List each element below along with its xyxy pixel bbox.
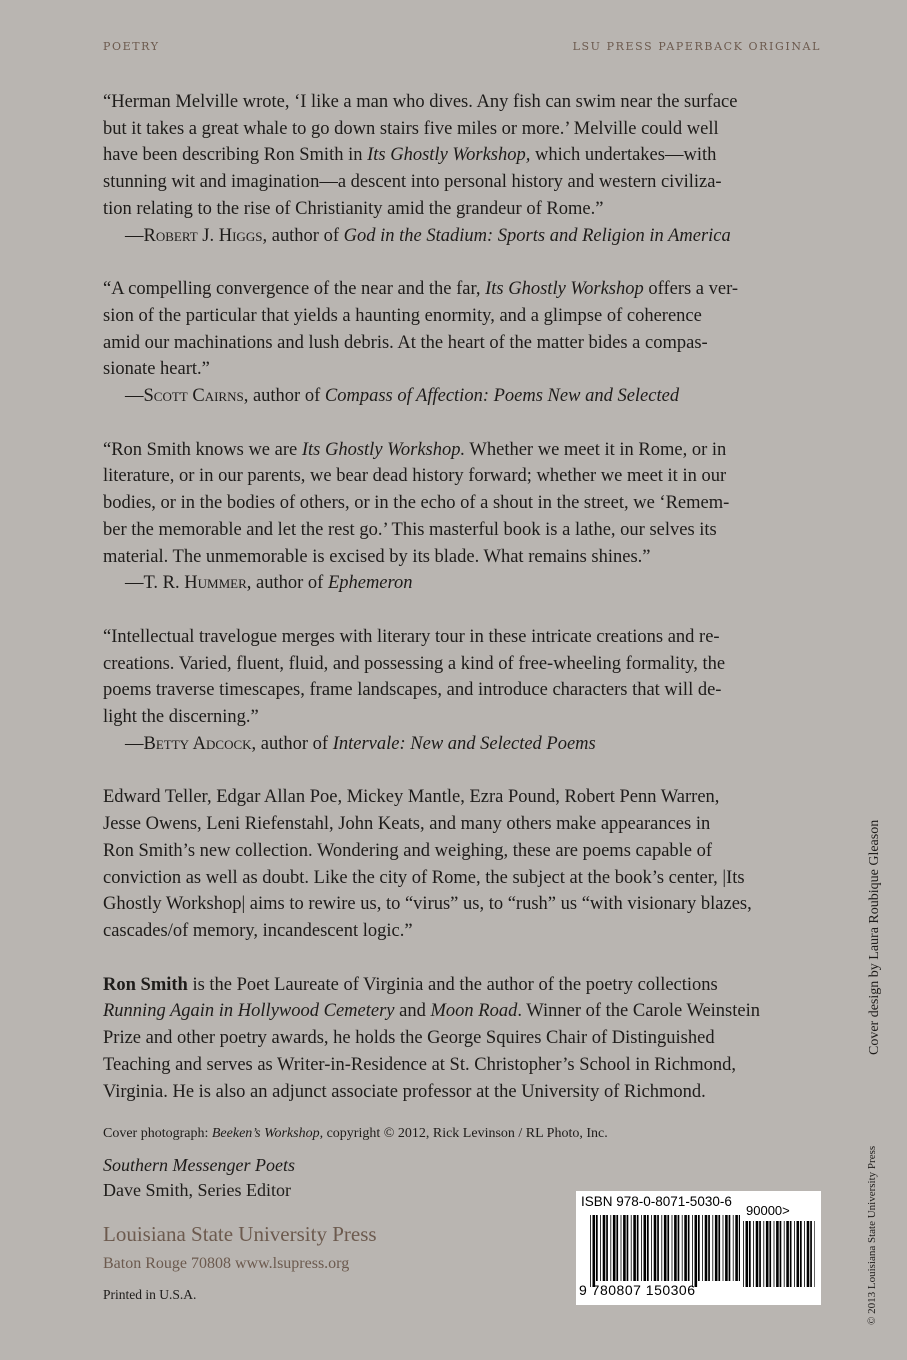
barcode-bar [733, 1215, 734, 1281]
barcode-bar [631, 1215, 632, 1281]
barcode-bar [790, 1221, 792, 1287]
barcode-bar [723, 1215, 724, 1281]
barcode-bar [810, 1221, 812, 1287]
barcode-bar [708, 1215, 710, 1281]
addon-bars [743, 1221, 815, 1293]
quote-author: Scott Cairns [143, 386, 244, 407]
barcode-bar [776, 1221, 779, 1287]
main-text [103, 89, 818, 1143]
barcode-bar [718, 1215, 720, 1281]
barcode-bar [800, 1221, 802, 1287]
barcode-bar [759, 1221, 761, 1287]
series-name: Southern Messenger Poets [103, 1155, 295, 1175]
barcode-bar [769, 1221, 771, 1287]
isbn-barcode [576, 1191, 821, 1305]
barcode-bar [814, 1221, 815, 1287]
series-info [103, 1153, 295, 1203]
barcode-bar [739, 1215, 740, 1281]
barcode-bar [593, 1215, 596, 1287]
cover-photo-credit: Cover photograph: Beeken’s Workshop, copyright © 2012, Rick Levinson / RL Photo, Inc. [103, 1126, 608, 1142]
quote-book-title: God in the Stadium: Sports and Religion in America [343, 225, 731, 246]
barcode-bar [664, 1215, 667, 1281]
ean-bars [590, 1215, 740, 1287]
barcode-bar [780, 1221, 782, 1287]
barcode-bar [651, 1215, 652, 1281]
barcode-bar [695, 1215, 698, 1287]
printed-in: Printed in U.S.A. [103, 1287, 197, 1302]
quote-attribution: —T. R. Hummer, author of Ephemeron [125, 573, 413, 594]
barcode-bar [774, 1221, 775, 1287]
barcode-bar [786, 1221, 789, 1287]
barcode-bar [616, 1215, 618, 1281]
barcode-bar [657, 1215, 659, 1281]
barcode-bar [682, 1215, 683, 1281]
barcode-bar [633, 1215, 636, 1281]
barcode-bar [654, 1215, 657, 1281]
barcode-bar [702, 1215, 703, 1281]
barcode-bar [603, 1215, 606, 1281]
quote-attribution: —Robert J. Higgs, author of God in the Stadium: Sports and Religion in America [125, 225, 731, 246]
barcode-bar [735, 1215, 738, 1281]
quote-author: Robert J. Higgs [143, 225, 263, 246]
barcode-bar [766, 1221, 769, 1287]
barcode-bar [804, 1221, 805, 1287]
barcode-bar [715, 1215, 718, 1281]
barcode-bar [600, 1215, 601, 1281]
quote-text: “Herman Melville wrote, ‘I like a man who dives. Any fish can swim near the surface but it takes a great whale to go down stairs five miles or more.’ Melville could well have been describing Ron Smith in Its Ghostly Workshop, which undertakes—with stunning wit and imagination—a descent into personal history and western civiliza- tion relating to the rise of Christianity amid the grandeur of Rome.” [103, 92, 738, 219]
barcode-bar [763, 1221, 764, 1287]
barcode-bar [627, 1215, 629, 1281]
edition-label: LSU PRESS PAPERBACK ORIGINAL [572, 40, 821, 53]
barcode-bar [606, 1215, 608, 1281]
publisher-address: Baton Rouge 70808 www.lsupress.org [103, 1255, 350, 1272]
publisher-name: Louisiana State University Press [103, 1222, 377, 1246]
barcode-bar [756, 1221, 759, 1287]
quote-book-title: Compass of Affection: Poems New and Selected [324, 386, 680, 407]
cover-design-credit: Cover design by Laura Roubique Gleason [867, 819, 882, 1055]
quote-author: T. R. Hummer [143, 573, 247, 594]
quote-book-title: Intervale: New and Selected Poems [332, 733, 596, 754]
praise-quotes [103, 89, 818, 757]
book-description: Edward Teller, Edgar Allan Poe, Mickey Mantle, Ezra Pound, Robert Penn Warren, Jesse Owens, Leni Riefenstahl, John Keats, and many others make appearances in Ron Smith’s new collection. Wondering and weighing, these are poems capable of conviction as well as doubt. Like the city of Rome, the subject at the book’s center, |Its Ghostly Workshop| aims to rewire us, to “virus” us, to “rush” us “with visionary blazes, cascades/of memory, incandescent logic.” [103, 787, 752, 941]
barcode-bar [667, 1215, 669, 1281]
barcode-bar [794, 1221, 795, 1287]
barcode-bar [637, 1215, 639, 1281]
barcode-bar [647, 1215, 649, 1281]
quote-author: Betty Adcock [143, 733, 252, 754]
barcode-bar [725, 1215, 728, 1281]
category-label: POETRY [103, 40, 160, 53]
ean-digits: 9 780807 150306 [579, 1282, 696, 1298]
author-bio: Ron Smith is the Poet Laureate of Virginia and the author of the poetry collections Running Again in Hollywood Cemetery and Moon Road. Winner of the Carole Weinstein Prize and other poetry awards, he holds the George Squires Chair of Distinguished Teaching and serves as Writer-in-Residence at St. Christopher’s School in Richmond, Virginia. He is also an adjunct associate professor at the University of Richmond. [103, 974, 760, 1102]
publisher-block [103, 1221, 377, 1303]
barcode-bar [729, 1215, 731, 1281]
isbn-label: ISBN 978-0-8071-5030-6 [581, 1194, 732, 1209]
price-addon: 90000> [746, 1203, 790, 1218]
barcode-bar [610, 1215, 611, 1281]
barcode-bar [590, 1215, 591, 1287]
barcode-bar [672, 1215, 673, 1281]
praise-quote [103, 89, 818, 249]
barcode-bar [596, 1215, 598, 1281]
barcode-bar [661, 1215, 662, 1281]
barcode-bar [641, 1215, 642, 1281]
barcode-bar [753, 1221, 754, 1287]
barcode-bar [674, 1215, 677, 1281]
praise-quote [103, 276, 818, 410]
barcode-bar [784, 1221, 785, 1287]
series-editor: Dave Smith, Series Editor [103, 1180, 291, 1200]
barcode-bar [797, 1221, 800, 1287]
barcode-bar [621, 1215, 622, 1281]
barcode-bar [743, 1221, 744, 1287]
praise-quote [103, 624, 818, 758]
barcode-bar [698, 1215, 700, 1281]
barcode-bar [644, 1215, 647, 1281]
quote-text: “Intellectual travelogue merges with literary tour in these intricate creations and re- creations. Varied, fluent, fluid, and possessing a kind of free-wheeling formality, the poems traverse timescapes, frame landscapes, and introduce characters that will de- light the discerning.” [103, 626, 726, 728]
barcode-bar [623, 1215, 626, 1281]
barcode-bar [712, 1215, 713, 1281]
barcode-bar [688, 1215, 690, 1281]
barcode-bar [749, 1221, 751, 1287]
quote-attribution: —Scott Cairns, author of Compass of Affection: Poems New and Selected [125, 386, 680, 407]
copyright-notice: © 2013 Louisiana State University Press [866, 1145, 878, 1325]
barcode-bar [807, 1221, 810, 1287]
barcode-bar [746, 1221, 749, 1287]
quote-text: “A compelling convergence of the near and the far, Its Ghostly Workshop offers a ver- sion of the particular that yields a haunting enormity, and a glimpse of coherence amid our machinations and lush debris. At the heart of the matter bides a compas- sionate heart.” [103, 279, 739, 380]
barcode-bar [705, 1215, 708, 1281]
quote-text: “Ron Smith knows we are Its Ghostly Workshop. Whether we meet it in Rome, or in literature, or in our parents, we bear dead history forward; whether we meet it in our bodies, or in the bodies of others, or in the echo of a shout in the street, we ‘Remem- ber the memorable and let the rest go.’ This masterful book is a lathe, our selves its material. The unmemorable is excised by its blade. What remains shines.” [103, 439, 730, 567]
barcode-bar [613, 1215, 616, 1281]
quote-attribution: —Betty Adcock, author of Intervale: New and Selected Poems [125, 733, 596, 754]
barcode-bar [678, 1215, 680, 1281]
barcode-bar [692, 1215, 693, 1287]
quote-book-title: Ephemeron [327, 573, 413, 594]
praise-quote [103, 437, 818, 597]
barcode-bar [684, 1215, 687, 1281]
